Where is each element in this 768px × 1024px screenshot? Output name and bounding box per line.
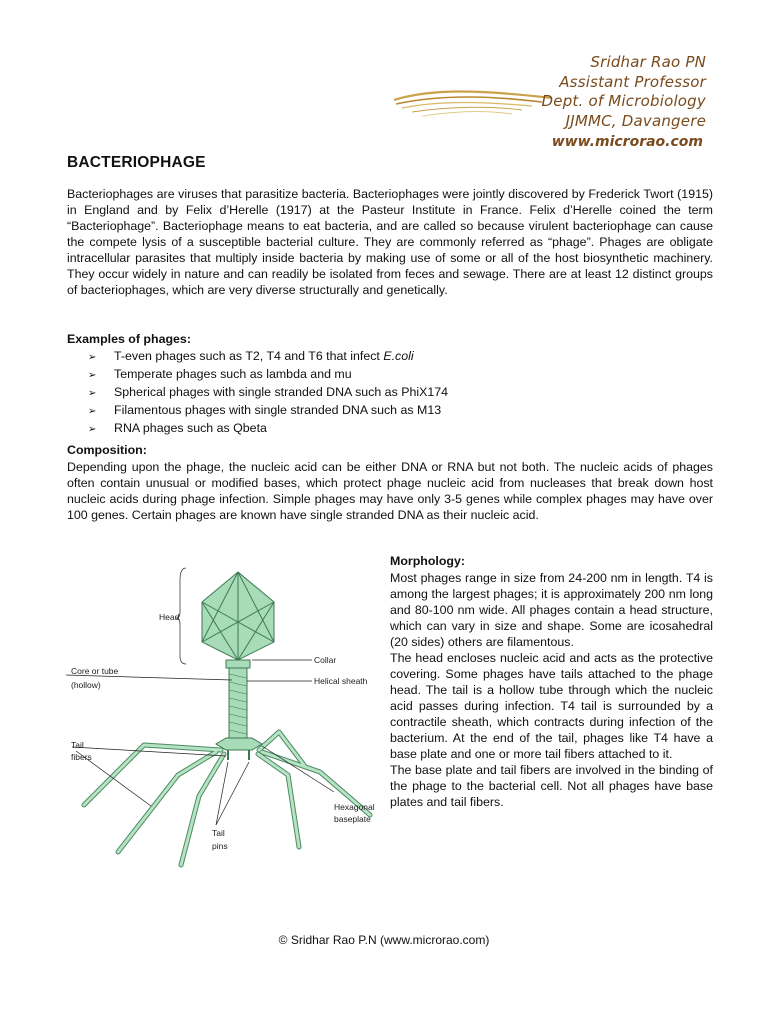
examples-heading: Examples of phages: [67,332,191,346]
bacteriophage-diagram [66,560,382,890]
list-item: ➢ Temperate phages such as lambda and mu [88,366,448,384]
label-tail-fibers-1: Tail [71,740,84,750]
header-institution: JJMMC, Davangere [565,111,706,130]
morphology-paragraph: The head encloses nucleic acid and acts as the protective covering. Some phages have tails attached to the phage head. The tail is a hollow tube through which the nucleic acid passes during infection. T4 tail is surrounded by a contractile sheath, which contracts during infection of the bacterium. At the end of the tail, phages like T4 have a base plate and one or more tail fibers attached to it. [390,651,713,761]
morphology-paragraph: The base plate and tail fibers are involved in the binding of the phage to the bacterial cell. Not all phages have base plates and tail fibers. [390,763,713,809]
list-item: ➢ Spherical phages with single stranded DNA such as PhiX174 [88,384,448,402]
morphology-heading: Morphology: [390,554,466,568]
arrow-bullet-icon: ➢ [88,424,97,435]
composition-paragraph: Depending upon the phage, the nucleic acid can be either DNA or RNA but not both. The nucleic acids of phages often contain unusual or modified bases, which protect phage nucleic acid from nucleases that break down host nucleic acids during phage infection. Simple phages may have only 3-5 genes while complex phages may have over 100 genes. Certain phages are known have single stranded DNA as their nucleic acid. [67,460,713,522]
arrow-bullet-icon: ➢ [88,406,97,417]
helical-sheath [229,668,247,740]
label-tail-fibers-2: fibers [71,752,92,762]
label-core-tube: Core or tube [71,666,119,676]
header-author-block [542,53,706,131]
morphology-text [390,570,713,810]
intro-paragraph: Bacteriophages are viruses that parasitize bacteria. Bacteriophages were jointly discovered by Frederick Twort (1915) in England and by Felix d’Herelle (1917) at the Pasteur Institute in France. Felix d’Herelle coined the term “Bacteriophage”. Bacteriophage means to eat bacteria, and are called so because virulent bacteriophage can cause the compete lysis of a susceptible bacterial culture. They are commonly referred as “phage”. Phages are obligate intracellular parasites that multiply inside bacteria by making use of some or all of the host biosynthetic machinery. They occur widely in nature and can readily be isolated from feces and sewage. There are at least 12 distinct groups of bacteriophages, which are very diverse structurally and genetically. [67,187,713,297]
label-tail-pins-2: pins [212,841,228,851]
label-tail-pins-1: Tail [212,828,225,838]
list-item: ➢ RNA phages such as Qbeta [88,420,448,438]
label-baseplate-1: Hexagonal [334,802,375,812]
phage-head [202,572,274,660]
label-core-hollow: (hollow) [71,680,101,690]
label-head: Head [159,612,180,622]
examples-list [88,348,448,438]
arrow-bullet-icon: ➢ [88,388,97,399]
label-helical-sheath: Helical sheath [314,676,368,686]
footer-copyright: © Sridhar Rao P.N (www.microrao.com) [278,933,490,947]
composition-heading: Composition: [67,443,147,457]
header-website: www.microrao.com [551,134,703,150]
arrow-bullet-icon: ➢ [88,352,97,363]
list-item: ➢ Filamentous phages with single stranded DNA such as M13 [88,402,448,420]
arrow-bullet-icon: ➢ [88,370,97,381]
header-department: Dept. of Microbiology [541,92,706,110]
tail-pins [228,750,249,760]
label-collar: Collar [314,655,337,665]
header-designation: Assistant Professor [559,72,706,91]
hexagonal-baseplate [216,738,262,750]
phage-collar [226,660,250,668]
list-item: ➢ T-even phages such as T2, T4 and T6 that infect E.coli [88,348,448,366]
header-author-name: Sridhar Rao PN [590,53,706,71]
morphology-paragraph: Most phages range in size from 24-200 nm in length. T4 is among the largest phages; it is approximately 200 nm long and 80-100 nm wide. All phages contain a head structure, which can vary in size and shape. Some are icosahedral (20 sides) others are filamentous. [390,571,713,649]
label-baseplate-2: baseplate [334,814,371,824]
page-title: BACTERIOPHAGE [67,154,206,171]
